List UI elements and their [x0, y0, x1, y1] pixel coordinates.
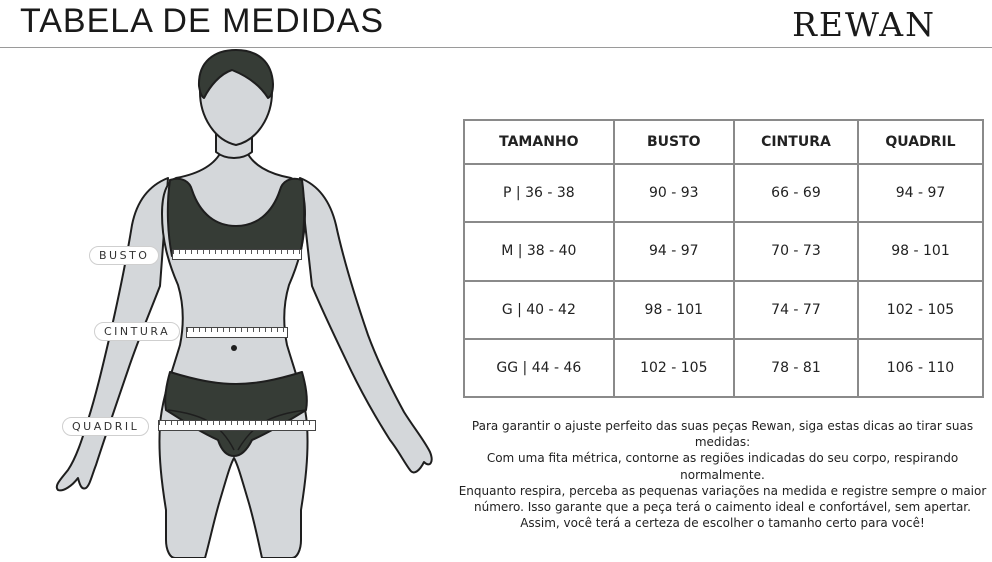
cell-size: M | 38 - 40 [464, 222, 614, 280]
cell-size: P | 36 - 38 [464, 164, 614, 222]
navel [231, 345, 237, 351]
bust-tape [172, 249, 302, 260]
cell-hip: 106 - 110 [858, 339, 983, 397]
table-row [464, 281, 983, 339]
cell-waist: 66 - 69 [734, 164, 858, 222]
cell-hip: 94 - 97 [858, 164, 983, 222]
brand-logo: REWAN [792, 5, 936, 44]
table-row [464, 339, 983, 397]
hip-label: QUADRIL [62, 417, 149, 436]
body-figure [40, 49, 460, 558]
cell-waist: 74 - 77 [734, 281, 858, 339]
tips-intro: Para garantir o ajuste perfeito das suas peças Rewan, siga estas dicas ao tirar suas medidas: [471, 419, 974, 450]
body-illustration [40, 49, 460, 558]
table-header-row [464, 120, 983, 164]
cell-bust: 94 - 97 [614, 222, 734, 280]
cell-bust: 102 - 105 [614, 339, 734, 397]
waist-label: CINTURA [94, 322, 180, 341]
cell-hip: 102 - 105 [858, 281, 983, 339]
cell-hip: 98 - 101 [858, 222, 983, 280]
cell-waist: 70 - 73 [734, 222, 858, 280]
hip-tape [158, 420, 316, 431]
tips-line-2: Enquanto respira, perceba as pequenas variações na medida e registre sempre o maior número. Isso garante que a peça terá o caimento ideal e confortável, sem apertar. [458, 483, 987, 515]
page-title: TABELA DE MEDIDAS [20, 2, 385, 40]
cell-size: GG | 44 - 46 [464, 339, 614, 397]
header-size: TAMANHO [464, 120, 614, 164]
measuring-tips [455, 418, 990, 531]
cell-bust: 98 - 101 [614, 281, 734, 339]
bust-label: BUSTO [89, 246, 159, 265]
header-bust: BUSTO [614, 120, 734, 164]
table-row [464, 164, 983, 222]
waist-tape [186, 327, 288, 338]
table-row [464, 222, 983, 280]
header-waist: CINTURA [734, 120, 858, 164]
size-table [463, 119, 984, 398]
tips-line-1: Com uma fita métrica, contorne as regiões indicadas do seu corpo, respirando normalmente. [486, 451, 959, 482]
tips-line-3: Assim, você terá a certeza de escolher o tamanho certo para você! [520, 516, 925, 531]
cell-waist: 78 - 81 [734, 339, 858, 397]
cell-size: G | 40 - 42 [464, 281, 614, 339]
header-divider [0, 47, 992, 48]
right-arm [300, 178, 432, 472]
cell-bust: 90 - 93 [614, 164, 734, 222]
header-hip: QUADRIL [858, 120, 983, 164]
